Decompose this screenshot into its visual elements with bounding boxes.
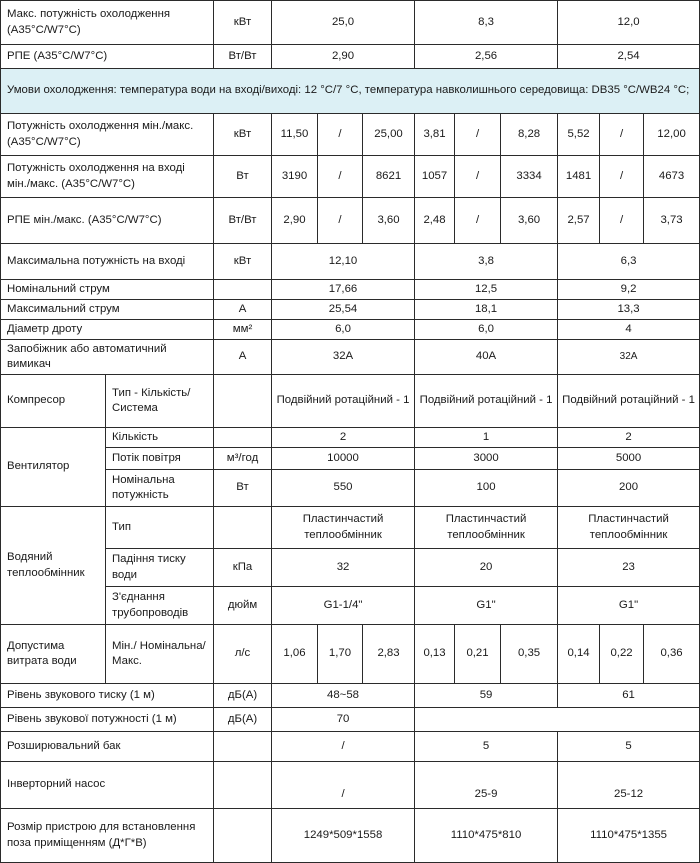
- row-label: Макс. потужність охолодження (A35°C/W7°C): [1, 1, 214, 45]
- value-cell: G1": [558, 587, 700, 625]
- value-cell: 1057: [415, 156, 455, 198]
- value-cell: /: [272, 762, 415, 809]
- value-cell: 1,06: [272, 625, 318, 684]
- separator: /: [600, 198, 644, 244]
- table-row: [1, 198, 700, 244]
- value-cell: Подвійний ротаційний - 1: [272, 375, 415, 428]
- table-row: [1, 375, 700, 428]
- unit-cell: [214, 280, 272, 300]
- value-cell: 2,54: [558, 45, 700, 69]
- value-cell: 32A: [272, 340, 415, 375]
- row-label: Максимальна потужність на вході: [1, 244, 214, 280]
- sub-label: Потік повітря: [106, 448, 214, 470]
- value-cell: 0,13: [415, 625, 455, 684]
- value-cell: 10000: [272, 448, 415, 470]
- value-cell: 70: [272, 708, 415, 732]
- value-cell: G1-1/4": [272, 587, 415, 625]
- value-cell: 59: [415, 684, 558, 708]
- value-cell: 3190: [272, 156, 318, 198]
- value-cell: 5,52: [558, 114, 600, 156]
- unit-cell: Вт: [214, 470, 272, 507]
- table-row: [1, 625, 700, 684]
- separator: /: [600, 156, 644, 198]
- value-cell: [415, 708, 700, 732]
- table-row: [1, 507, 700, 549]
- separator: /: [600, 114, 644, 156]
- value-cell: 9,2: [558, 280, 700, 300]
- value-cell: 3,81: [415, 114, 455, 156]
- table-row: [1, 114, 700, 156]
- value-cell: 2: [558, 428, 700, 448]
- value-cell: 3000: [415, 448, 558, 470]
- table-row: [1, 762, 700, 809]
- row-label: Інверторний насос: [1, 762, 214, 809]
- value-cell: 3,60: [363, 198, 415, 244]
- value-cell: 1,70: [318, 625, 363, 684]
- separator: /: [455, 156, 501, 198]
- value-cell: 2,90: [272, 198, 318, 244]
- table-row: [1, 320, 700, 340]
- value-cell: 18,1: [415, 300, 558, 320]
- value-cell: 25,0: [272, 1, 415, 45]
- table-row: [1, 300, 700, 320]
- value-cell: 6,0: [415, 320, 558, 340]
- value-cell: 3,8: [415, 244, 558, 280]
- table-row: [1, 340, 700, 375]
- unit-cell: л/с: [214, 625, 272, 684]
- row-label: Запобіжник або автоматичний вимикач: [1, 340, 214, 375]
- value-cell: 5: [558, 732, 700, 762]
- value-cell: Подвійний ротаційний - 1: [415, 375, 558, 428]
- value-cell: 0,35: [501, 625, 558, 684]
- value-cell: 25-12: [558, 762, 700, 809]
- value-cell: 550: [272, 470, 415, 507]
- row-label: Номінальний струм: [1, 280, 214, 300]
- table-row: [1, 809, 700, 863]
- separator: /: [318, 198, 363, 244]
- value-cell: 2: [272, 428, 415, 448]
- value-cell: 8621: [363, 156, 415, 198]
- table-row: [1, 69, 700, 114]
- unit-cell: A: [214, 340, 272, 375]
- separator: /: [455, 198, 501, 244]
- value-cell: 25-9: [415, 762, 558, 809]
- unit-cell: [214, 375, 272, 428]
- value-cell: 5: [415, 732, 558, 762]
- row-label: Максимальний струм: [1, 300, 214, 320]
- unit-cell: [214, 507, 272, 549]
- value-cell: 1110*475*810: [415, 809, 558, 863]
- group-label: Вентилятор: [1, 428, 106, 507]
- value-cell: 48~58: [272, 684, 415, 708]
- separator: /: [318, 156, 363, 198]
- value-cell: Пластинчастий теплообмінник: [415, 507, 558, 549]
- unit-cell: кПа: [214, 549, 272, 587]
- value-cell: 2,48: [415, 198, 455, 244]
- value-cell: 2,56: [415, 45, 558, 69]
- table-row: [1, 280, 700, 300]
- sub-label: Номінальна потужність: [106, 470, 214, 507]
- value-cell: 8,3: [415, 1, 558, 45]
- row-label: Розширювальний бак: [1, 732, 214, 762]
- value-cell: 11,50: [272, 114, 318, 156]
- value-cell: 1249*509*1558: [272, 809, 415, 863]
- value-cell: 6,3: [558, 244, 700, 280]
- value-cell: 4673: [644, 156, 700, 198]
- unit-cell: м³/год: [214, 448, 272, 470]
- row-label: Розмір пристрою для встановлення поза приміщенням (Д*Г*В): [1, 809, 214, 863]
- table-row: [1, 684, 700, 708]
- value-cell: 0,36: [644, 625, 700, 684]
- value-cell: /: [272, 732, 415, 762]
- value-cell: 0,22: [600, 625, 644, 684]
- value-cell: 3334: [501, 156, 558, 198]
- row-label: Діаметр дроту: [1, 320, 214, 340]
- group-label: Допустима витрата води: [1, 625, 106, 684]
- value-cell: Подвійний ротаційний - 1: [558, 375, 700, 428]
- value-cell: 12,00: [644, 114, 700, 156]
- table-row: [1, 587, 700, 625]
- table-row: [1, 448, 700, 470]
- value-cell: 6,0: [272, 320, 415, 340]
- unit-cell: дБ(A): [214, 684, 272, 708]
- table-row: [1, 732, 700, 762]
- value-cell: 2,90: [272, 45, 415, 69]
- value-cell: 1110*475*1355: [558, 809, 700, 863]
- table-row: [1, 1, 700, 45]
- value-cell: 8,28: [501, 114, 558, 156]
- sub-label: Тип - Кількість/ Система: [106, 375, 214, 428]
- value-cell: 20: [415, 549, 558, 587]
- sub-label: Мін./ Номінальна/ Макс.: [106, 625, 214, 684]
- row-label: Рівень звукового тиску (1 м): [1, 684, 214, 708]
- conditions-note: Умови охолодження: температура води на вході/виході: 12 °C/7 °C, температура навколишнього середовища: DB35 °C/WB24 °C;: [1, 69, 700, 114]
- value-cell: 200: [558, 470, 700, 507]
- value-cell: 13,3: [558, 300, 700, 320]
- value-cell: G1": [415, 587, 558, 625]
- sub-label: З'єднання трубопроводів: [106, 587, 214, 625]
- value-cell: 23: [558, 549, 700, 587]
- row-label: Потужність охолодження мін./макс. (A35°C/W7°C): [1, 114, 214, 156]
- table-row: [1, 549, 700, 587]
- table-row: [1, 244, 700, 280]
- sub-label: Тип: [106, 507, 214, 549]
- table-row: [1, 45, 700, 69]
- unit-cell: [214, 762, 272, 809]
- value-cell: 61: [558, 684, 700, 708]
- value-cell: 100: [415, 470, 558, 507]
- unit-cell: кВт: [214, 114, 272, 156]
- unit-cell: Вт/Вт: [214, 45, 272, 69]
- value-cell: 4: [558, 320, 700, 340]
- unit-cell: дБ(A): [214, 708, 272, 732]
- value-cell: Пластинчастий теплообмінник: [272, 507, 415, 549]
- value-cell: 1: [415, 428, 558, 448]
- table-row: [1, 428, 700, 448]
- value-cell: 12,5: [415, 280, 558, 300]
- value-cell: 25,54: [272, 300, 415, 320]
- table-row: [1, 470, 700, 507]
- row-label: РПЕ (A35°C/W7°C): [1, 45, 214, 69]
- unit-cell: Вт/Вт: [214, 198, 272, 244]
- value-cell: 32: [272, 549, 415, 587]
- unit-cell: кВт: [214, 1, 272, 45]
- value-cell: 25,00: [363, 114, 415, 156]
- value-cell: 0,14: [558, 625, 600, 684]
- group-label: Водяний теплообмінник: [1, 507, 106, 625]
- row-label: Рівень звукової потужності (1 м): [1, 708, 214, 732]
- row-label: РПЕ мін./макс. (A35°C/W7°C): [1, 198, 214, 244]
- value-cell: Пластинчастий теплообмінник: [558, 507, 700, 549]
- row-label: Потужність охолодження на вході мін./макс. (A35°C/W7°C): [1, 156, 214, 198]
- value-cell: 5000: [558, 448, 700, 470]
- unit-cell: [214, 732, 272, 762]
- sub-label: Падіння тиску води: [106, 549, 214, 587]
- value-cell: 17,66: [272, 280, 415, 300]
- value-cell: 3,73: [644, 198, 700, 244]
- table-row: [1, 708, 700, 732]
- value-cell: 0,21: [455, 625, 501, 684]
- unit-cell: [214, 428, 272, 448]
- separator: /: [318, 114, 363, 156]
- value-cell: 2,57: [558, 198, 600, 244]
- value-cell: 2,83: [363, 625, 415, 684]
- unit-cell: [214, 809, 272, 863]
- separator: /: [455, 114, 501, 156]
- value-cell: 12,10: [272, 244, 415, 280]
- group-label: Компресор: [1, 375, 106, 428]
- value-cell: 32A: [558, 340, 700, 375]
- value-cell: 12,0: [558, 1, 700, 45]
- unit-cell: дюйм: [214, 587, 272, 625]
- unit-cell: Вт: [214, 156, 272, 198]
- unit-cell: кВт: [214, 244, 272, 280]
- sub-label: Кількість: [106, 428, 214, 448]
- unit-cell: мм²: [214, 320, 272, 340]
- unit-cell: A: [214, 300, 272, 320]
- value-cell: 40A: [415, 340, 558, 375]
- value-cell: 1481: [558, 156, 600, 198]
- value-cell: 3,60: [501, 198, 558, 244]
- table-row: [1, 156, 700, 198]
